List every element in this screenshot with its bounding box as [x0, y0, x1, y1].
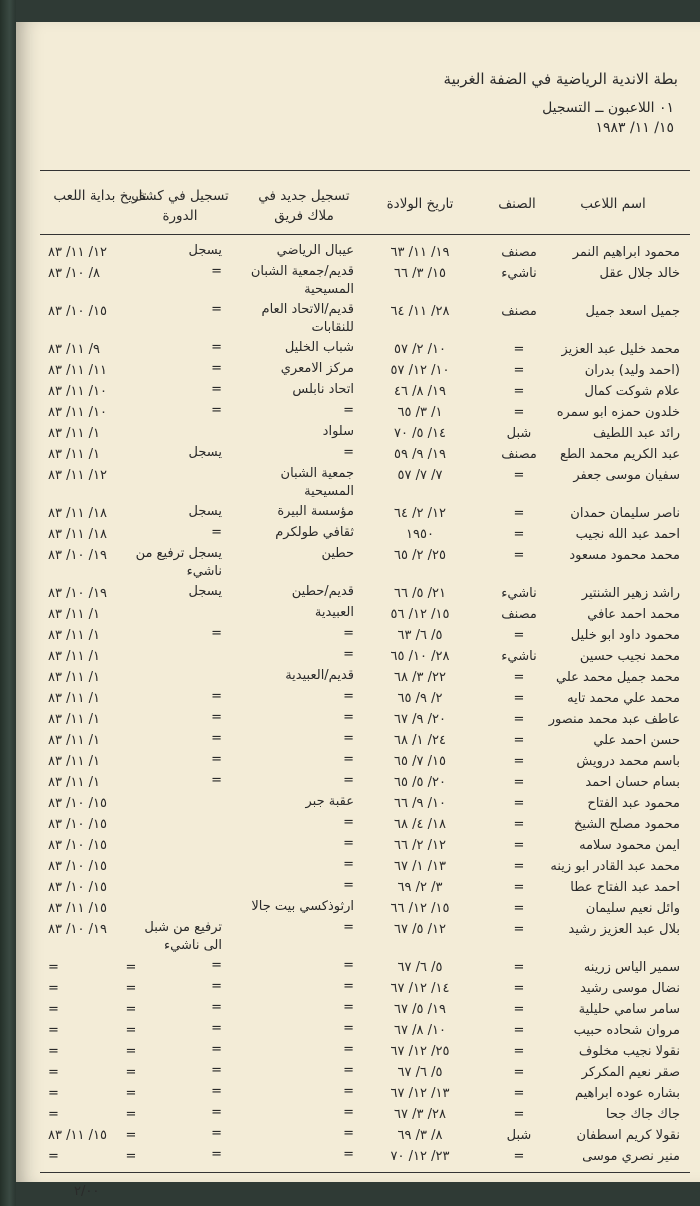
player-name: محمد محمود مسعود — [569, 548, 680, 563]
player-start-date: ١٩/ ١٠/ ٨٣ — [48, 586, 107, 601]
player-birth-date: ١٩/ ٩/ ٥٩ — [394, 447, 446, 462]
player-category: = — [513, 775, 525, 790]
player-registration: = — [211, 403, 222, 418]
header-birth: تاريخ الولادة — [386, 196, 454, 212]
table-row — [16, 423, 700, 444]
player-start-date: ١٥/ ١١/ ٨٣ — [48, 1128, 107, 1143]
player-registration: يسجل — [188, 504, 222, 519]
player-club: = — [343, 445, 354, 460]
player-club: = — [343, 920, 354, 935]
player-name: بسام حسان احمد — [585, 775, 680, 790]
table-header-rule — [40, 234, 690, 235]
player-name: محمود عبد الفتاح — [587, 796, 680, 811]
player-start-date: = — [48, 1023, 59, 1038]
player-category: = — [513, 922, 525, 937]
player-name: سفيان موسى جعفر — [573, 468, 680, 483]
player-club: اتحاد نابلس — [292, 382, 354, 397]
table-row — [16, 604, 700, 625]
player-registration: = — [211, 1021, 222, 1036]
player-category: = — [513, 1044, 525, 1059]
player-start-date: ١٢/ ١١/ ٨٣ — [48, 468, 107, 483]
player-name: ناصر سليمان حمدان — [570, 506, 680, 521]
player-birth-date: ٢٨/ ١٠/ ٦٥ — [390, 649, 450, 664]
player-category: = — [513, 880, 525, 895]
player-club: = — [343, 1042, 354, 1057]
table-row — [16, 402, 700, 423]
player-club: = — [343, 836, 354, 851]
player-club: = — [343, 689, 354, 704]
table-row — [16, 751, 700, 772]
table-row — [16, 793, 700, 814]
player-birth-date: ١٢/ ٢/ ٦٦ — [394, 838, 446, 853]
player-start-date: ٩/ ١١/ ٨٣ — [48, 342, 100, 357]
player-birth-date: ٢٤/ ١/ ٦٨ — [394, 733, 446, 748]
player-club: = — [343, 878, 354, 893]
player-birth-date: ١٩/ ١١/ ٦٣ — [390, 245, 450, 260]
player-category: مصنف — [501, 245, 537, 260]
player-birth-date: ١٢/ ٢/ ٦٤ — [394, 506, 446, 521]
player-name: صقر نعيم المكركر — [581, 1065, 680, 1080]
player-registration: = — [211, 264, 222, 279]
table-row — [16, 1083, 700, 1104]
player-start-date: ٨/ ١٠/ ٨٣ — [48, 266, 100, 281]
player-name: نقولا كريم اسطفان — [576, 1128, 680, 1143]
player-category: = — [513, 506, 525, 521]
player-registration: = — [211, 773, 222, 788]
player-club: قديم/حطين — [291, 584, 354, 599]
player-club: = — [343, 857, 354, 872]
player-start-date: ١/ ١١/ ٨٣ — [48, 691, 100, 706]
player-club: = — [343, 752, 354, 767]
table-row — [16, 360, 700, 381]
player-birth-date: ١٣/ ١٢/ ٦٧ — [390, 1086, 450, 1101]
player-club: = — [343, 1147, 354, 1162]
player-club: مؤسسة البيرة — [277, 504, 354, 519]
table-row — [16, 545, 700, 583]
player-name: عبد الكريم محمد الطع — [560, 447, 680, 462]
player-club: حطين — [321, 546, 354, 561]
player-birth-date: ٥/ ٦/ ٦٧ — [397, 960, 443, 975]
player-category: = — [513, 468, 525, 483]
player-birth-date: ١٠/ ١٢/ ٥٧ — [390, 363, 450, 378]
player-name: محمود ابراهيم النمر — [572, 245, 680, 260]
player-registration: = — [211, 340, 222, 355]
player-extra-mark: = — [125, 1149, 137, 1164]
player-club: قديم/جمعية الشبان المسيحية — [250, 264, 354, 297]
table-row — [16, 583, 700, 604]
player-name: جاك جاك جحا — [605, 1107, 680, 1122]
player-category: = — [513, 712, 525, 727]
player-birth-date: ٢١/ ٥/ ٦٦ — [394, 586, 446, 601]
table-row — [16, 1146, 700, 1167]
table-row — [16, 1041, 700, 1062]
player-registration: يسجل — [188, 243, 222, 258]
player-club: = — [343, 1105, 354, 1120]
player-name: احمد عبد الله نجيب — [575, 527, 680, 542]
player-birth-date: ٢/ ٩/ ٦٥ — [397, 691, 443, 706]
player-extra-mark: = — [125, 1065, 137, 1080]
player-start-date: ١٩/ ١٠/ ٨٣ — [48, 922, 107, 937]
player-category: = — [513, 1002, 525, 1017]
player-club: جمعية الشبان المسيحية — [280, 466, 354, 499]
player-birth-date: ٢٠/ ٥/ ٦٥ — [394, 775, 446, 790]
header-start-date: تاريخ بداية اللعب — [53, 188, 147, 204]
player-category: شبل — [506, 1128, 532, 1143]
player-category: ناشيء — [501, 586, 537, 601]
table-row — [16, 1125, 700, 1146]
player-name: احمد عبد الفتاح عطا — [570, 880, 680, 895]
table-row — [16, 242, 700, 263]
player-registration: = — [211, 361, 222, 376]
player-extra-mark: = — [125, 981, 137, 996]
player-name: محمد عبد القادر ابو زينه — [550, 859, 680, 874]
player-extra-mark: = — [125, 1107, 137, 1122]
player-category: = — [513, 691, 525, 706]
header-new-registration: تسجيل جديد في ملاك فريق — [258, 188, 350, 224]
player-start-date: ١١/ ١١/ ٨٣ — [48, 363, 107, 378]
header-category: الصنف — [498, 196, 536, 212]
player-registration: = — [211, 1063, 222, 1078]
player-club: = — [343, 958, 354, 973]
player-name: وائل نعيم سليمان — [585, 901, 680, 916]
player-registration: = — [211, 1000, 222, 1015]
player-birth-date: ٢٢/ ٣/ ٦٨ — [394, 670, 446, 685]
player-birth-date: ٢٨/ ١١/ ٦٤ — [390, 304, 450, 319]
player-name: علام شوكت كمال — [584, 384, 680, 399]
player-name: مروان شحاده حبيب — [573, 1023, 680, 1038]
player-club: = — [343, 1126, 354, 1141]
player-category: = — [513, 1149, 525, 1164]
player-name: عاطف عبد محمد منصور — [548, 712, 680, 727]
player-category: = — [513, 796, 525, 811]
player-club: = — [343, 979, 354, 994]
player-category: مصنف — [501, 607, 537, 622]
player-category: = — [513, 754, 525, 769]
player-start-date: ١٠/ ١١/ ٨٣ — [48, 405, 107, 420]
header-name: اسم اللاعب — [580, 196, 646, 212]
player-club: = — [343, 1084, 354, 1099]
table-row — [16, 856, 700, 877]
table-row — [16, 919, 700, 957]
player-club: = — [343, 731, 354, 746]
document-title: بطة الاندية الرياضية في الضفة الغربية — [443, 70, 678, 88]
player-birth-date: ١٤/ ١٢/ ٦٧ — [390, 981, 450, 996]
player-extra-mark: = — [125, 1086, 137, 1101]
player-birth-date: ١٠/ ٩/ ٦٦ — [394, 796, 446, 811]
player-birth-date: ١٣/ ١/ ٦٧ — [394, 859, 446, 874]
player-start-date: ١/ ١١/ ٨٣ — [48, 426, 100, 441]
player-start-date: = — [48, 1065, 59, 1080]
player-category: = — [513, 670, 525, 685]
player-registration: = — [211, 1084, 222, 1099]
player-birth-date: ٢٥/ ٢/ ٦٥ — [394, 548, 446, 563]
document-page — [16, 22, 700, 1199]
player-registration: ترفيع من شبل الى ناشيء — [144, 920, 222, 953]
player-registration: = — [211, 958, 222, 973]
player-start-date: = — [48, 1044, 59, 1059]
player-name: راشد زهير الشنتير — [581, 586, 680, 601]
player-category: = — [513, 1107, 525, 1122]
player-category: = — [513, 859, 525, 874]
player-birth-date: ١٥/ ٣/ ٦٦ — [394, 266, 446, 281]
player-club: = — [343, 1063, 354, 1078]
player-club: ثقافي طولكرم — [275, 525, 354, 540]
player-category: = — [513, 1023, 525, 1038]
player-birth-date: ٢٥/ ١٢/ ٦٧ — [390, 1044, 450, 1059]
table-row — [16, 339, 700, 360]
player-name: خلدون حمزه ابو سمره — [556, 405, 680, 420]
player-name: (احمد وليد) بدران — [584, 363, 680, 378]
player-birth-date: ١٢/ ٥/ ٦٧ — [394, 922, 446, 937]
table-row — [16, 999, 700, 1020]
table-row — [16, 730, 700, 751]
player-birth-date: ١٩/ ٨/ ٤٦ — [394, 384, 446, 399]
player-start-date: ١٩/ ١٠/ ٨٣ — [48, 548, 107, 563]
player-start-date: = — [48, 1149, 59, 1164]
player-name: محمد خليل عبد العزيز — [561, 342, 680, 357]
player-birth-date: ١/ ٣/ ٦٥ — [397, 405, 443, 420]
player-club: = — [343, 1021, 354, 1036]
players-table — [16, 242, 700, 1167]
document-date: ١٥/ ١١/ ١٩٨٣ — [595, 120, 674, 136]
table-row — [16, 877, 700, 898]
player-category: = — [513, 527, 525, 542]
player-start-date: ١٥/ ١٠/ ٨٣ — [48, 859, 107, 874]
player-extra-mark: = — [125, 1002, 137, 1017]
player-extra-mark: = — [125, 1023, 137, 1038]
player-start-date: ١٥/ ١٠/ ٨٣ — [48, 796, 107, 811]
player-category: شبل — [506, 426, 532, 441]
player-category: = — [513, 733, 525, 748]
player-club: عيبال الرياضي — [276, 243, 354, 258]
player-name: جميل اسعد جميل — [585, 304, 680, 319]
player-name: بلال عبد العزيز رشيد — [568, 922, 680, 937]
player-extra-mark: = — [125, 1044, 137, 1059]
player-start-date: = — [48, 1107, 59, 1122]
player-category: = — [513, 838, 525, 853]
player-club: = — [343, 647, 354, 662]
player-start-date: ١٥/ ١٠/ ٨٣ — [48, 817, 107, 832]
table-row — [16, 688, 700, 709]
player-category: = — [513, 405, 525, 420]
player-birth-date: ١٩٥٠ — [406, 527, 434, 542]
player-club: = — [343, 626, 354, 641]
player-start-date: ١٥/ ١٠/ ٨٣ — [48, 838, 107, 853]
player-name: نضال موسى رشيد — [580, 981, 680, 996]
player-category: = — [513, 628, 525, 643]
player-birth-date: ١٩/ ٥/ ٦٧ — [394, 1002, 446, 1017]
player-name: باسم محمد درويش — [576, 754, 680, 769]
player-registration: = — [211, 1147, 222, 1162]
player-club: = — [343, 1000, 354, 1015]
table-row — [16, 263, 700, 301]
player-registration: = — [211, 382, 222, 397]
player-registration: = — [211, 302, 222, 317]
player-start-date: ١/ ١١/ ٨٣ — [48, 649, 100, 664]
player-registration: = — [211, 1105, 222, 1120]
player-name: محمد نجيب حسين — [579, 649, 680, 664]
table-row — [16, 1020, 700, 1041]
player-extra-mark: = — [125, 960, 137, 975]
player-birth-date: ٥/ ٦/ ٦٧ — [397, 1065, 443, 1080]
table-row — [16, 301, 700, 339]
player-name: ايمن محمود سلامه — [579, 838, 680, 853]
table-row — [16, 667, 700, 688]
player-category: = — [513, 981, 525, 996]
player-category: = — [513, 817, 525, 832]
player-name: محمد احمد عافي — [587, 607, 680, 622]
book-binding — [0, 0, 16, 1206]
player-club: قديم/العبيدية — [285, 668, 354, 683]
table-row — [16, 957, 700, 978]
player-start-date: ١/ ١١/ ٨٣ — [48, 712, 100, 727]
player-registration: = — [211, 1042, 222, 1057]
player-name: بشاره عوده ابراهيم — [574, 1086, 680, 1101]
player-category: = — [513, 342, 525, 357]
player-registration: = — [211, 525, 222, 540]
player-category: = — [513, 1086, 525, 1101]
player-start-date: ١/ ١١/ ٨٣ — [48, 754, 100, 769]
player-start-date: = — [48, 1086, 59, 1101]
player-start-date: ١٠/ ١١/ ٨٣ — [48, 384, 107, 399]
player-start-date: ١/ ١١/ ٨٣ — [48, 607, 100, 622]
player-name: حسن احمد علي — [593, 733, 680, 748]
player-name: سمير الياس زرينه — [583, 960, 680, 975]
player-name: خالد جلال عقل — [599, 266, 680, 281]
player-birth-date: ١٥/ ١٢/ ٦٦ — [390, 901, 450, 916]
player-birth-date: ٥/ ٦/ ٦٣ — [397, 628, 443, 643]
player-name: رائد عبد اللطيف — [592, 426, 680, 441]
player-birth-date: ٧/ ٧/ ٥٧ — [397, 468, 443, 483]
player-club: سلواد — [322, 424, 354, 439]
player-start-date: = — [48, 1002, 59, 1017]
player-registration: يسجل — [188, 584, 222, 599]
page-number: ٢/٠٠ — [74, 1184, 100, 1199]
player-club: عقبة جبر — [305, 794, 354, 809]
table-row — [16, 772, 700, 793]
player-name: سامر سامي حليلية — [578, 1002, 680, 1017]
player-registration: = — [211, 979, 222, 994]
player-club: = — [343, 773, 354, 788]
player-category: ناشيء — [501, 266, 537, 281]
player-category: = — [513, 384, 525, 399]
player-name: محمد علي محمد تايه — [567, 691, 680, 706]
player-start-date: ١٨/ ١١/ ٨٣ — [48, 527, 107, 542]
table-row — [16, 814, 700, 835]
player-category: = — [513, 363, 525, 378]
player-name: محمد جميل محمد علي — [555, 670, 680, 685]
table-row — [16, 646, 700, 667]
player-category: ناشيء — [501, 649, 537, 664]
table-row — [16, 503, 700, 524]
player-name: محمود داود ابو خليل — [570, 628, 680, 643]
table-row — [16, 625, 700, 646]
player-extra-mark: = — [125, 1128, 137, 1143]
player-birth-date: ١٥/ ٧/ ٦٥ — [394, 754, 446, 769]
player-start-date: ١/ ١١/ ٨٣ — [48, 670, 100, 685]
player-start-date: = — [48, 981, 59, 996]
player-start-date: ١٥/ ١٠/ ٨٣ — [48, 880, 107, 895]
player-birth-date: ١٨/ ٤/ ٦٨ — [394, 817, 446, 832]
player-birth-date: ١٥/ ١٢/ ٥٦ — [390, 607, 450, 622]
player-club: = — [343, 403, 354, 418]
player-name: نقولا نجيب مخلوف — [578, 1044, 680, 1059]
player-start-date: ١/ ١١/ ٨٣ — [48, 775, 100, 790]
player-registration: يسجل ترفيع من ناشيء — [135, 546, 222, 579]
header-tournament-registration: تسجيل في كشف الدورة — [131, 188, 229, 224]
table-row — [16, 1062, 700, 1083]
player-registration: = — [211, 710, 222, 725]
player-birth-date: ١٠/ ٢/ ٥٧ — [394, 342, 446, 357]
player-category: = — [513, 901, 525, 916]
table-row — [16, 381, 700, 402]
table-row — [16, 444, 700, 465]
player-category: = — [513, 548, 525, 563]
table-row — [16, 709, 700, 730]
player-registration: = — [211, 1126, 222, 1141]
table-row — [16, 465, 700, 503]
player-start-date: = — [48, 960, 59, 975]
player-start-date: ١/ ١١/ ٨٣ — [48, 733, 100, 748]
player-club: = — [343, 710, 354, 725]
player-club: مركز الامعري — [280, 361, 354, 376]
player-registration: = — [211, 731, 222, 746]
player-category: = — [513, 1065, 525, 1080]
player-category: مصنف — [501, 447, 537, 462]
player-category: مصنف — [501, 304, 537, 319]
player-start-date: ١٨/ ١١/ ٨٣ — [48, 506, 107, 521]
player-start-date: ١/ ١١/ ٨٣ — [48, 628, 100, 643]
player-club: قديم/الاتحاد العام للنقابات — [261, 302, 354, 335]
table-row — [16, 898, 700, 919]
player-start-date: ١/ ١١/ ٨٣ — [48, 447, 100, 462]
player-birth-date: ١٤/ ٥/ ٧٠ — [394, 426, 446, 441]
player-registration: يسجل — [188, 445, 222, 460]
player-category: = — [513, 960, 525, 975]
player-birth-date: ٨/ ٣/ ٦٩ — [397, 1128, 443, 1143]
player-club: العبيدية — [314, 605, 354, 620]
player-club: ارثوذكسي بيت جالا — [251, 899, 354, 914]
player-start-date: ١٥/ ١١/ ٨٣ — [48, 901, 107, 916]
player-club: = — [343, 815, 354, 830]
player-start-date: ١٥/ ١٠/ ٨٣ — [48, 304, 107, 319]
table-row — [16, 978, 700, 999]
table-row — [16, 524, 700, 545]
player-birth-date: ٣/ ٢/ ٦٩ — [397, 880, 443, 895]
player-birth-date: ٢٣/ ١٢/ ٧٠ — [390, 1149, 450, 1164]
player-start-date: ١٢/ ١١/ ٨٣ — [48, 245, 107, 260]
player-registration: = — [211, 689, 222, 704]
section-heading: ٠١ اللاعبون ــ التسجيل — [542, 100, 674, 116]
table-top-rule — [40, 170, 690, 171]
player-registration: = — [211, 752, 222, 767]
player-birth-date: ١٠/ ٨/ ٦٧ — [394, 1023, 446, 1038]
player-birth-date: ٢٠/ ٩/ ٦٧ — [394, 712, 446, 727]
table-row — [16, 835, 700, 856]
table-bottom-rule — [40, 1172, 690, 1173]
player-registration: = — [211, 626, 222, 641]
player-name: منير نصري موسى — [582, 1149, 680, 1164]
table-row — [16, 1104, 700, 1125]
player-birth-date: ٢٨/ ٣/ ٦٧ — [394, 1107, 446, 1122]
player-club: شباب الخليل — [284, 340, 354, 355]
player-name: محمود مصلح الشيخ — [573, 817, 680, 832]
